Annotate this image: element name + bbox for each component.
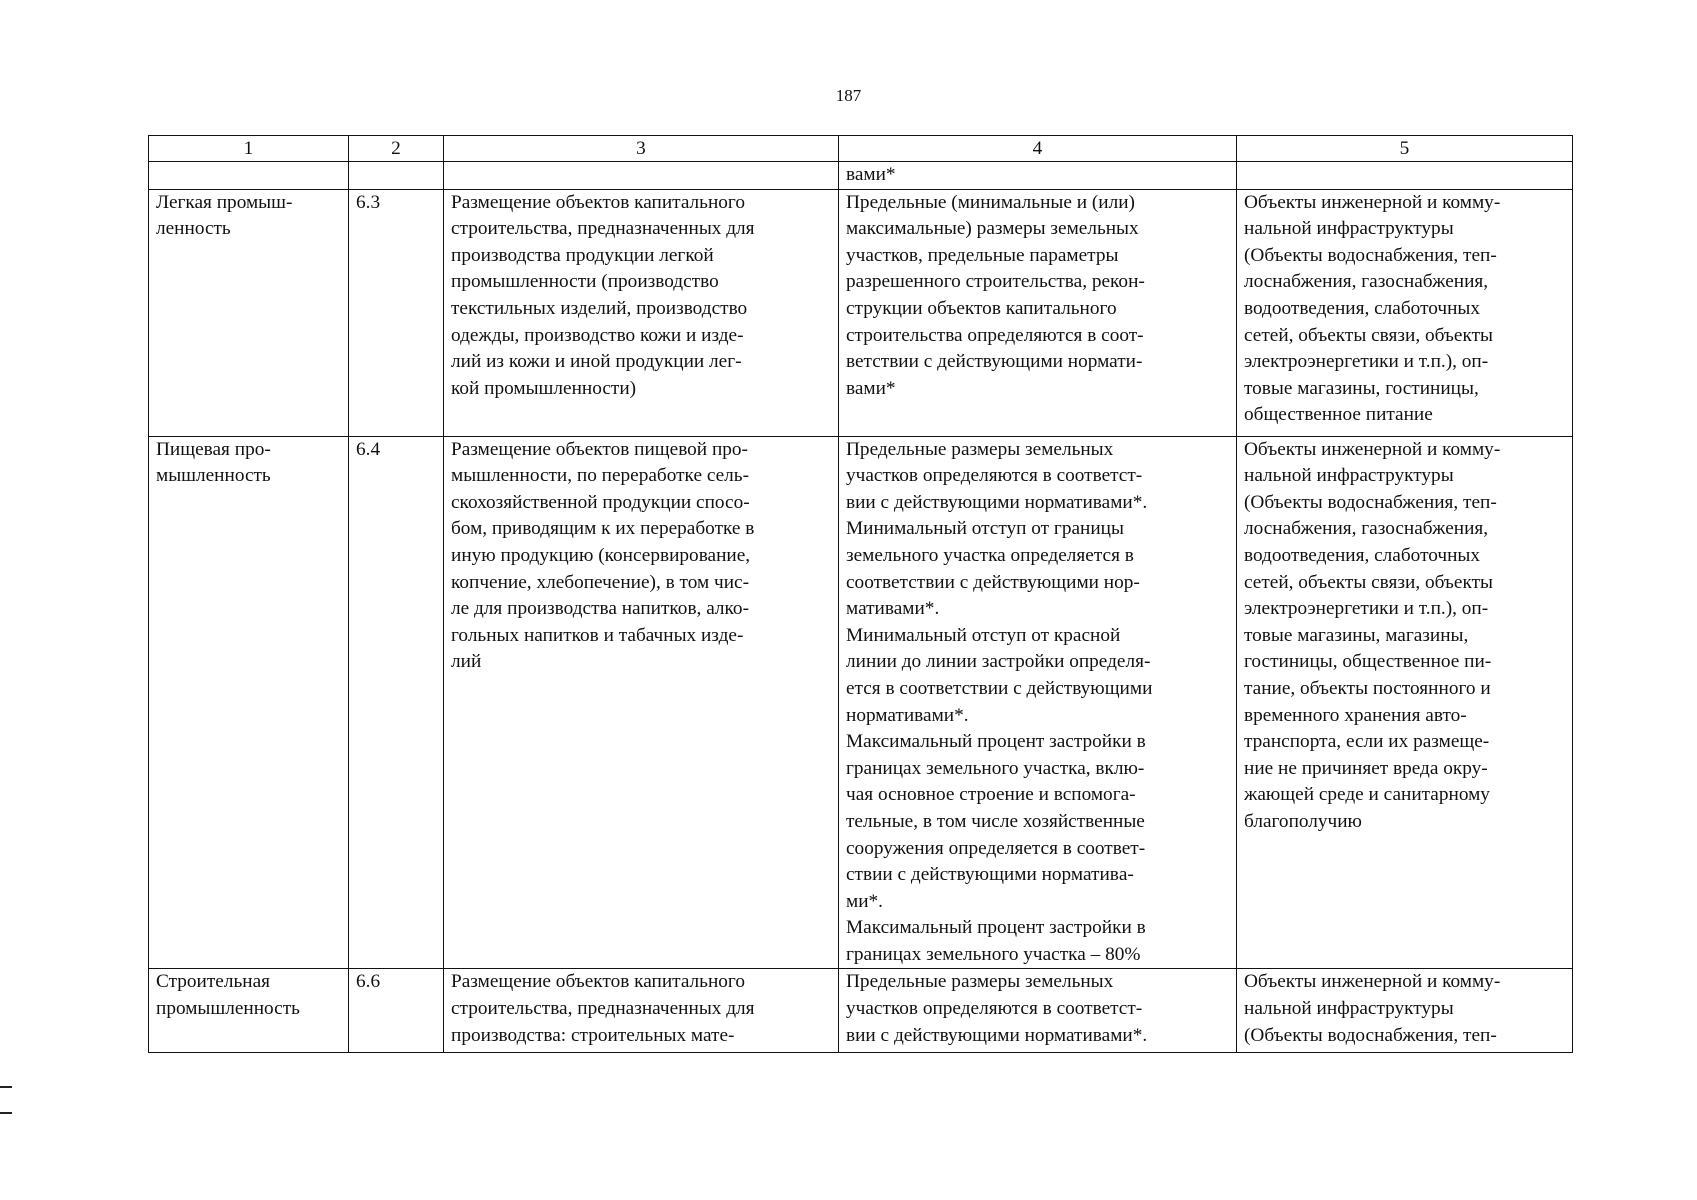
margin-tick bbox=[0, 1112, 12, 1114]
parameter-paragraph: Предельные размеры земельных участков определяются в соответст- вии с действующими нормативами*. bbox=[846, 971, 1148, 1046]
continuation-cell bbox=[349, 162, 444, 190]
page-number: 187 bbox=[835, 86, 862, 105]
continuation-cell bbox=[444, 162, 839, 190]
continuation-row bbox=[149, 162, 1573, 190]
land-use-description: Размещение объектов пищевой про- мышленности, по переработке сель- скохозяйственной продукции спосо- бом, приводящим к их переработке в иную продукцию (консервирование, копчение, хлебопечение), в том чис- ле для производства напитков, алко- гольных напитков и табачных изде- лий bbox=[444, 436, 839, 969]
land-use-table bbox=[148, 135, 1573, 1053]
land-use-parameters bbox=[839, 969, 1237, 1053]
land-use-code: 6.4 bbox=[349, 436, 444, 969]
table-row bbox=[149, 189, 1573, 436]
column-header: 2 bbox=[349, 136, 444, 162]
column-header: 4 bbox=[839, 136, 1237, 162]
parameter-paragraph: Предельные размеры земельных участков определяются в соответст- вии с действующими нормативами*. bbox=[846, 438, 1148, 513]
column-header: 5 bbox=[1237, 136, 1573, 162]
land-use-code: 6.3 bbox=[349, 189, 444, 436]
continuation-cell bbox=[1237, 162, 1573, 190]
land-use-description: Размещение объектов капитального строительства, предназначенных для производства: строительных мате- bbox=[444, 969, 839, 1053]
land-use-code: 6.6 bbox=[349, 969, 444, 1053]
parameter-paragraph: Предельные (минимальные и (или) максимальные) размеры земельных участков, предельные параметры разрешенного строительства, рекон- струкции объектов капитального строительства определяются в соот- ветствии с действующими нормати- вами* bbox=[846, 191, 1145, 399]
parameter-paragraph: Максимальный процент застройки в границах земельного участка – 80% bbox=[846, 917, 1146, 965]
parameter-paragraph: Максимальный процент застройки в границах земельного участка, вклю- чая основное строение и вспомога- тельные, в том числе хозяйственные сооружения определяется в соответ- ствии с действующими нормативa- ми*. bbox=[846, 731, 1146, 912]
continuation-cell: вами* bbox=[839, 162, 1237, 190]
land-use-description: Размещение объектов капитального строительства, предназначенных для производства продукции легкой промышленности (производство текстильных изделий, производство одежды, производство кожи и изде- лий из кожи и иной продукции лег- кой промышленности) bbox=[444, 189, 839, 436]
land-use-name: Пищевая про- мышленность bbox=[149, 436, 349, 969]
table-header-row bbox=[149, 136, 1573, 162]
table-row bbox=[149, 436, 1573, 969]
auxiliary-uses: Объекты инженерной и комму- нальной инфраструктуры (Объекты водоснабжения, теп- лоснабжения, газоснабжения, водоотведения, слаботочных сетей, объекты связи, объекты электроэнергетики и т.п.), оп- товые магазины, магазины, гостиницы, общественное пи- тание, объекты постоянного и временного хранения авто- транспорта, если их размеще- ние не причиняет вреда окру- жающей среде и санитарному благополучию bbox=[1237, 436, 1573, 969]
auxiliary-uses: Объекты инженерной и комму- нальной инфраструктуры (Объекты водоснабжения, теп- лоснабжения, газоснабжения, водоотведения, слаботочных сетей, объекты связи, объекты электроэнергетики и т.п.), оп- товые магазины, гостиницы, общественное питание bbox=[1237, 189, 1573, 436]
auxiliary-uses: Объекты инженерной и комму- нальной инфраструктуры (Объекты водоснабжения, теп- bbox=[1237, 969, 1573, 1053]
parameter-paragraph: Минимальный отступ от границы земельного участка определяется в соответствии с действующими нор- мативами*. bbox=[846, 518, 1140, 620]
margin-tick bbox=[0, 1086, 12, 1088]
parameter-paragraph: Минимальный отступ от красной линии до линии застройки определя- ется в соответствии с действующими нормативами*. bbox=[846, 624, 1153, 726]
column-header: 3 bbox=[444, 136, 839, 162]
land-use-name: Легкая промыш- ленность bbox=[149, 189, 349, 436]
land-use-parameters bbox=[839, 436, 1237, 969]
column-header: 1 bbox=[149, 136, 349, 162]
land-use-parameters bbox=[839, 189, 1237, 436]
land-use-name: Строительная промышленность bbox=[149, 969, 349, 1053]
continuation-cell bbox=[149, 162, 349, 190]
table-row bbox=[149, 969, 1573, 1053]
